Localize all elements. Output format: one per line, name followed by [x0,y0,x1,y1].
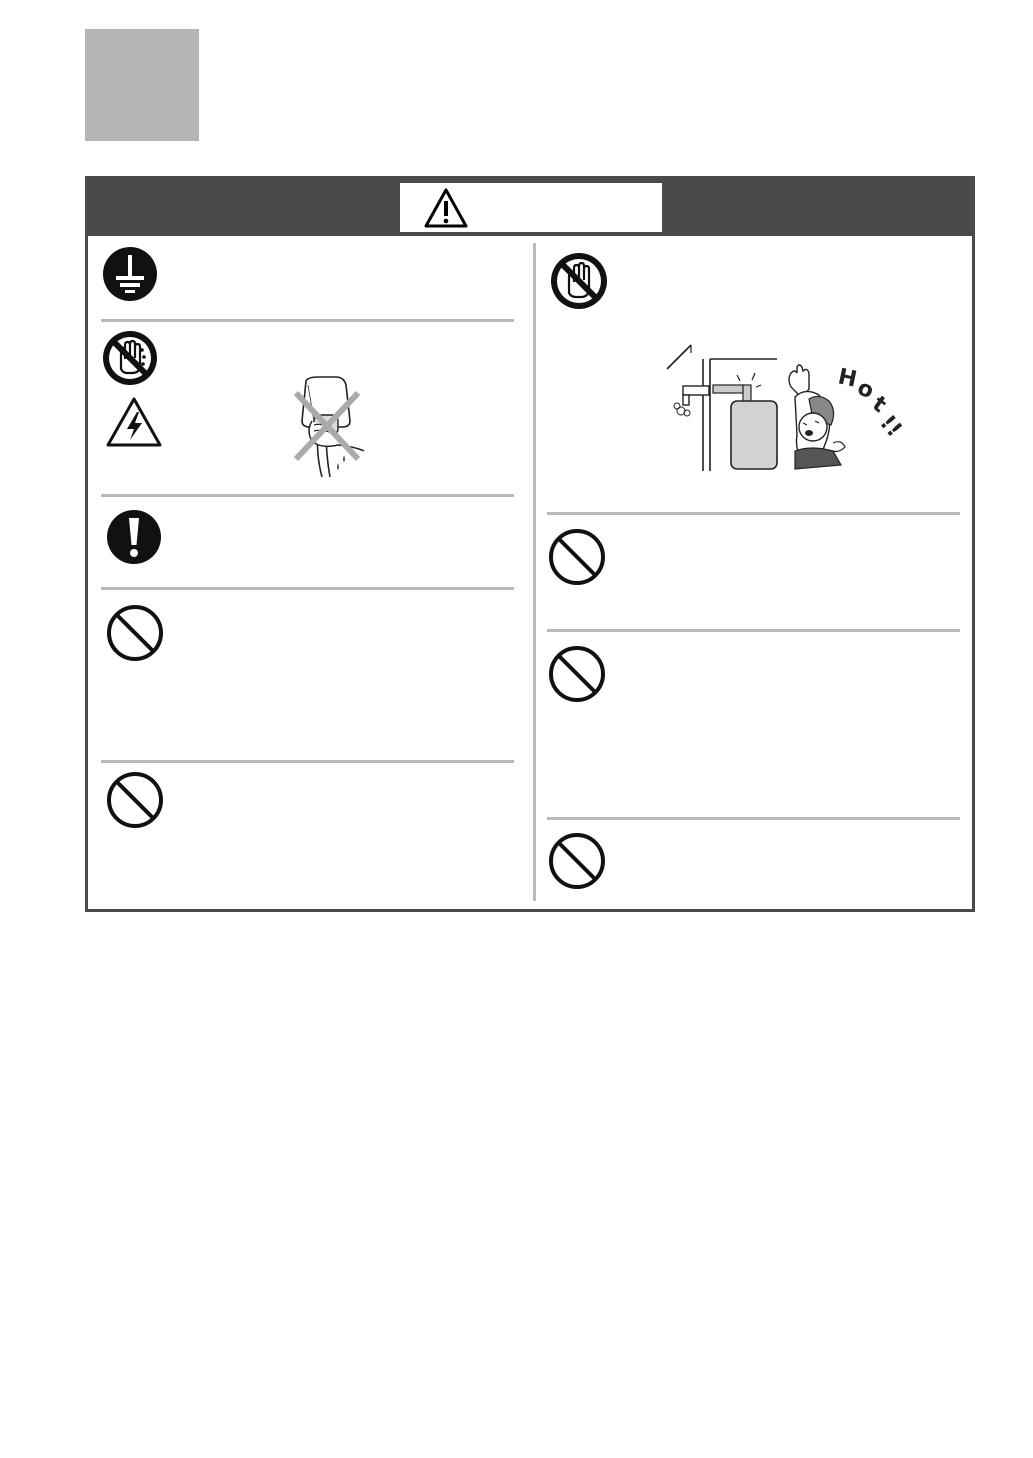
warning-header-bar [88,179,972,236]
hot-exclamation-text [836,364,907,442]
do-not-touch-icon [549,251,609,311]
electric-shock-icon [105,396,163,448]
prohibition-icon [547,831,607,891]
prohibition-icon [105,770,165,830]
section-divider [547,817,960,820]
svg-text:!!: !! [874,410,907,443]
wet-hand-plug-illustration [278,375,376,479]
svg-text:H: H [835,364,859,393]
section-divider [101,319,514,322]
prohibition-icon [547,644,607,704]
warning-header-label [399,182,663,233]
warning-triangle-icon [424,187,468,229]
section-divider [547,512,960,515]
svg-text:o: o [853,375,878,405]
prohibition-icon [547,527,607,587]
section-divider [101,587,514,590]
mandatory-action-icon [105,508,163,566]
section-divider [101,494,514,497]
prohibition-icon [105,603,165,663]
hot-water-heater-illustration [663,339,907,475]
section-tab [85,29,199,141]
warning-panel [85,176,975,912]
ground-connection-icon [101,245,159,303]
column-divider [533,243,536,901]
section-divider [547,629,960,632]
no-wet-hands-icon [101,329,159,387]
svg-text:t: t [867,391,891,419]
section-divider [101,760,514,763]
